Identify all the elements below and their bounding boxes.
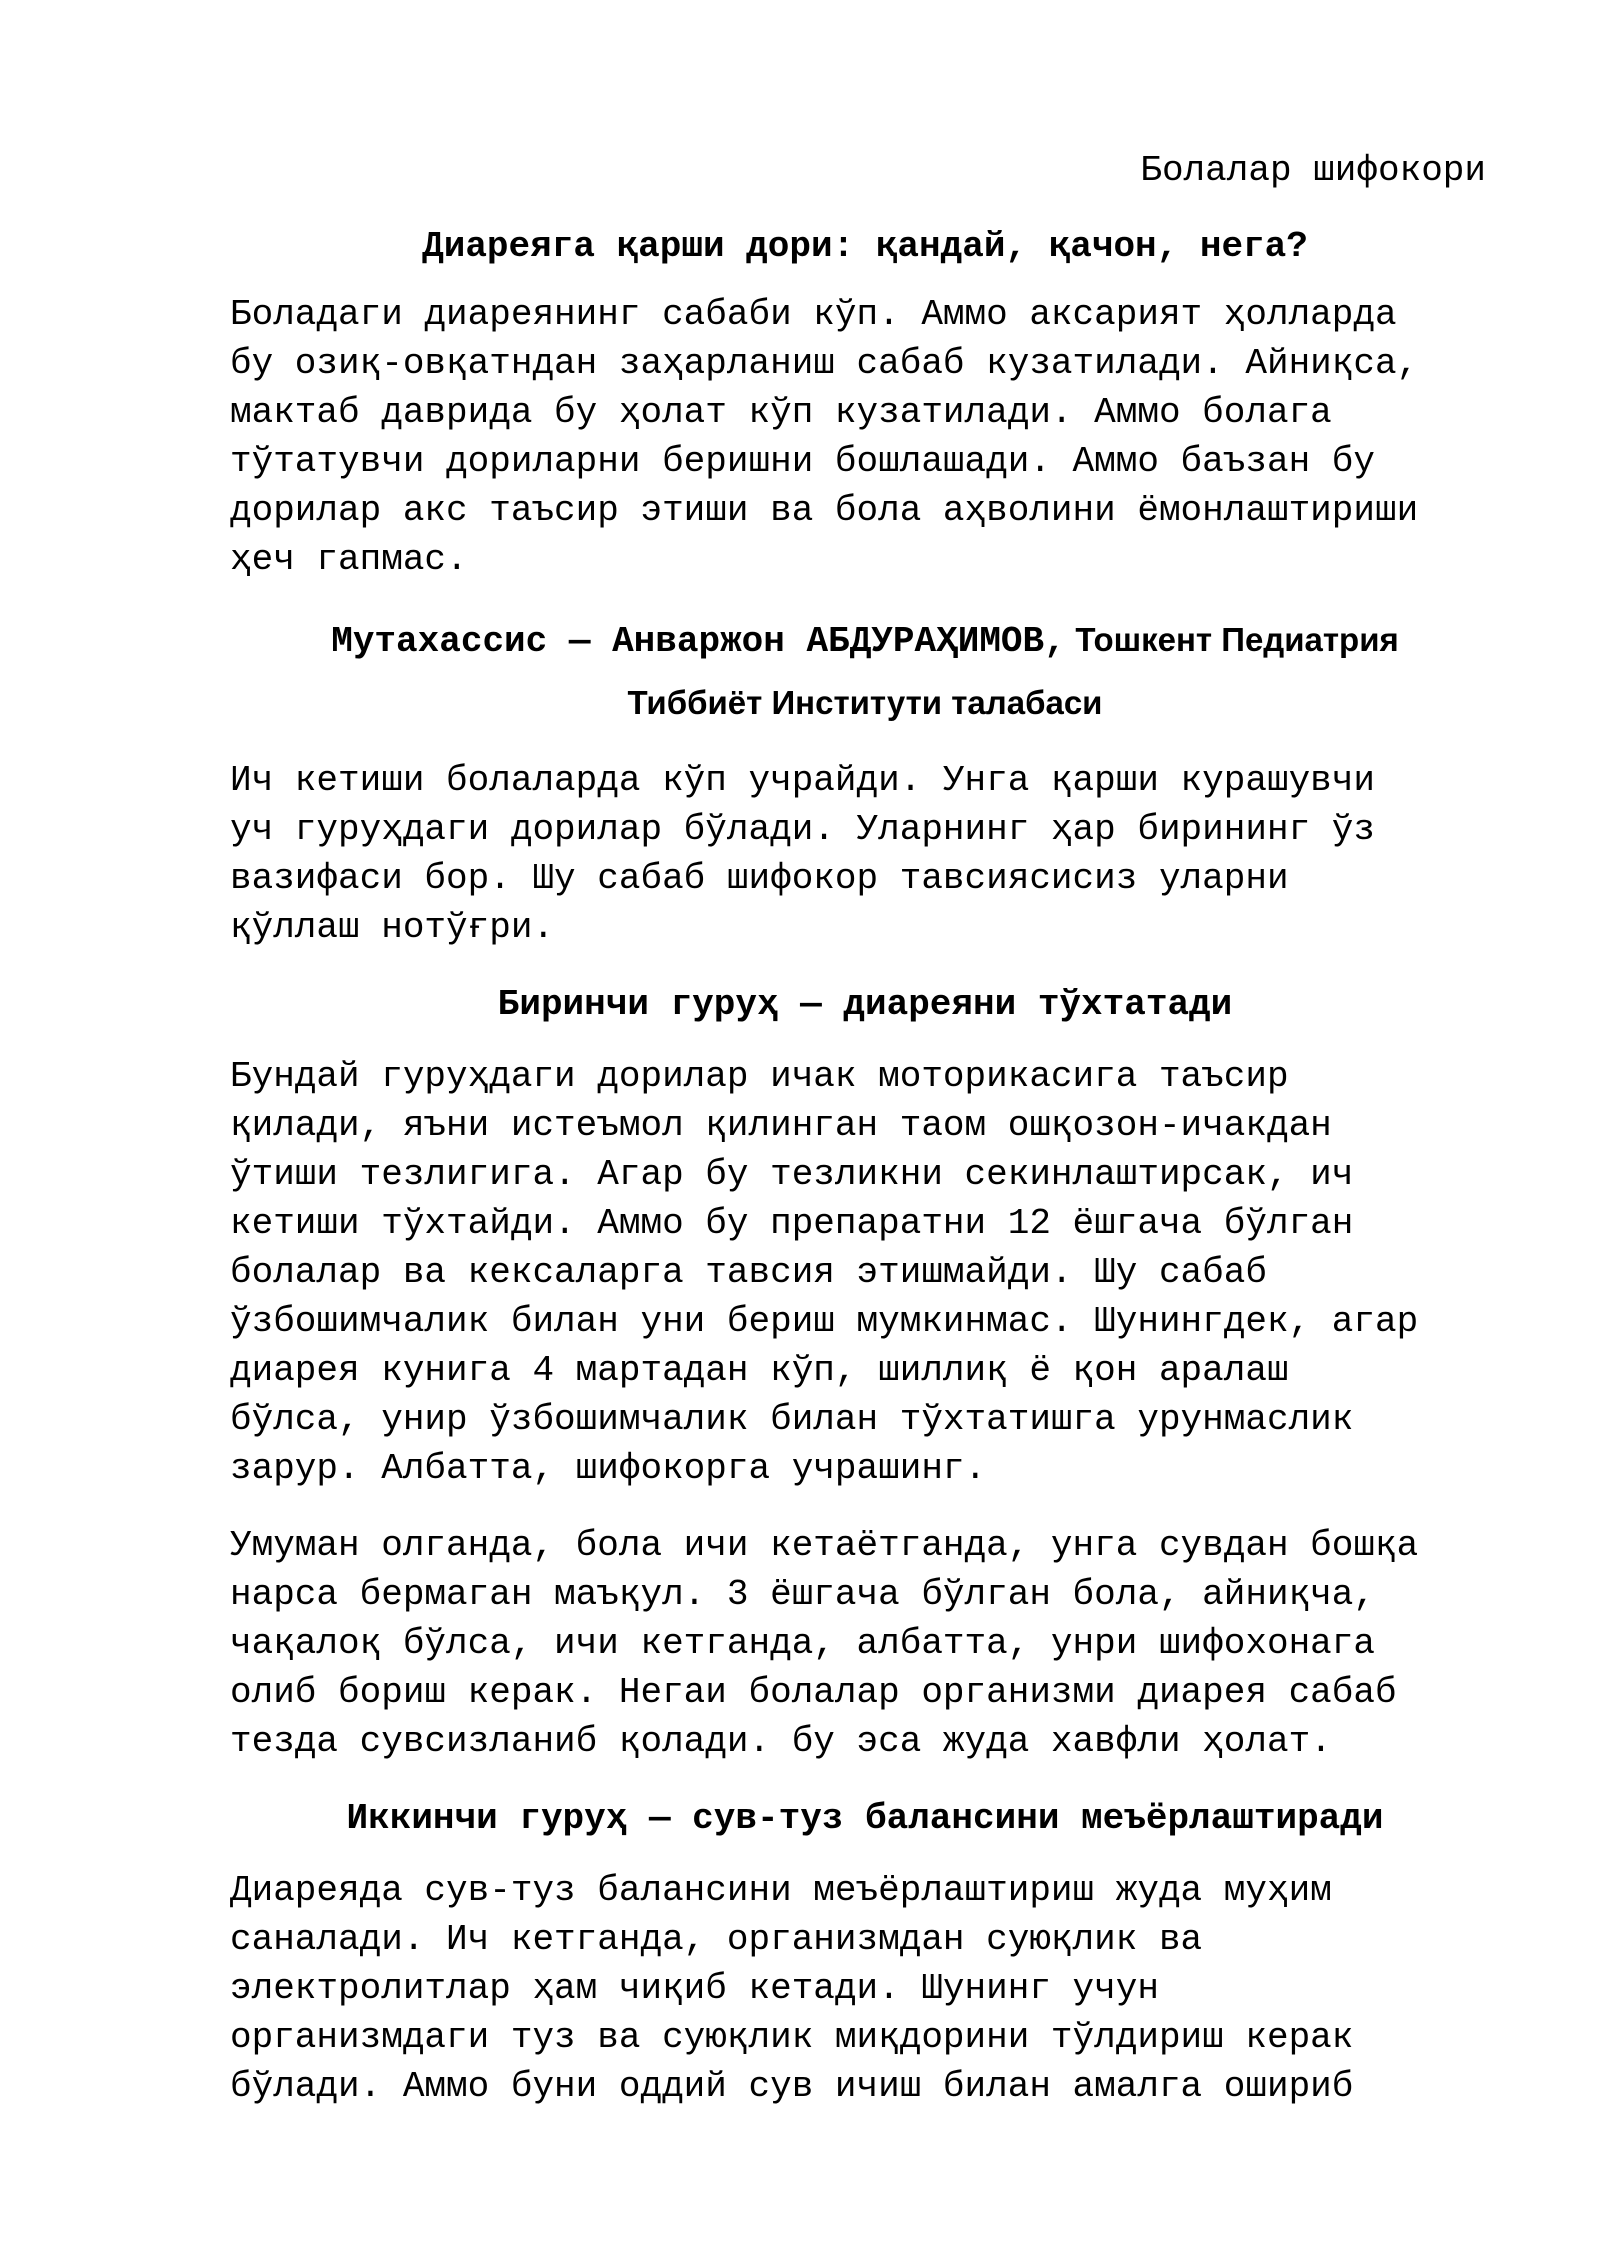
paragraph-line: қўллаш нотўғри. xyxy=(230,907,555,948)
paragraph-line: ўзбошимчалик билан уни бериш мумкинмас. Шунингдек, агар xyxy=(230,1301,1419,1342)
intro-line: мактаб даврида бу ҳолат кўп кузатилади. Аммо болага xyxy=(230,392,1332,433)
intro-paragraph xyxy=(230,290,1500,584)
intro-line: тўтатувчи дориларни беришни бошлашади. Аммо баъзан бу xyxy=(230,441,1375,482)
paragraph-line: Умуман олганда, бола ичи кетаётганда, унга сувдан бошқа xyxy=(230,1525,1419,1566)
intro-line: дорилар акс таъсир этиши ва бола аҳволини ёмонлаштириши xyxy=(230,490,1419,531)
paragraph-overview xyxy=(230,756,1500,952)
section-2-heading: Иккинчи гуруҳ — сув-туз балансини меъёрлаштиради xyxy=(346,1798,1384,1839)
author-name: Мутахассис — Анваржон АБДУРАҲИМОВ, xyxy=(331,621,1066,662)
paragraph-line: организмдаги туз ва суюқлик миқдорини тўлдириш керак xyxy=(230,2017,1354,2058)
paragraph-line: саналади. Ич кетганда, организмдан суюқлик ва xyxy=(230,1919,1203,1960)
author-credit xyxy=(230,612,1500,738)
paragraph-line: вазифаси бор. Шу сабаб шифокор тавсиясисиз уларни xyxy=(230,858,1289,899)
paragraph-line: диарея кунига 4 мартадан кўп, шиллиқ ё қон аралаш xyxy=(230,1350,1289,1391)
paragraph-line: кетиши тўхтайди. Аммо бу препаратни 12 ёшгача бўлган xyxy=(230,1203,1354,1244)
article-title: Диареяга қарши дори: қандай, қачон, нега? xyxy=(422,226,1308,267)
paragraph-line: олиб бориш керак. Негаи болалар организми диарея сабаб xyxy=(230,1672,1397,1713)
intro-line: Боладаги диареянинг сабаби кўп. Аммо аксарият ҳолларда xyxy=(230,294,1397,335)
section-2-paragraph-1 xyxy=(230,1866,1500,2111)
section-1-paragraph-1 xyxy=(230,1052,1500,1493)
paragraph-line: бўлади. Аммо буни оддий сув ичиш билан амалга ошириб xyxy=(230,2066,1354,2107)
paragraph-line: Диареяда сув-туз балансини меъёрлаштириш жуда муҳим xyxy=(230,1870,1332,1911)
paragraph-line: зарур. Албатта, шифокорга учрашинг. xyxy=(230,1448,987,1489)
author-affiliation-1: Тошкент Педиатрия xyxy=(1075,621,1399,658)
paragraph-line: бўлса, унир ўзбошимчалик билан тўхтатишга урунмаслик xyxy=(230,1399,1354,1440)
paragraph-line: уч гуруҳдаги дорилар бўлади. Уларнинг ҳар бирининг ўз xyxy=(230,809,1375,850)
section-label: Болалар шифокори xyxy=(1140,150,1486,191)
paragraph-line: қилади, яъни истеъмол қилинган таом ошқозон-ичакдан xyxy=(230,1105,1332,1146)
paragraph-line: нарса бермаган маъқул. 3 ёшгача бўлган бола, айниқча, xyxy=(230,1574,1375,1615)
paragraph-line: электролитлар ҳам чиқиб кетади. Шунинг учун xyxy=(230,1968,1159,2009)
paragraph-line: чақалоқ бўлса, ичи кетганда, албатта, унри шифохонага xyxy=(230,1623,1375,1664)
author-affiliation-2: Тиббиёт Институти талабаси xyxy=(627,684,1103,721)
intro-line: ҳеч гапмас. xyxy=(230,539,468,580)
paragraph-line: тезда сувсизланиб қолади. бу эса жуда хавфли ҳолат. xyxy=(230,1721,1332,1762)
section-1-paragraph-2 xyxy=(230,1521,1500,1766)
paragraph-line: Бундай гуруҳдаги дорилар ичак моторикасига таъсир xyxy=(230,1056,1289,1097)
section-1-heading: Биринчи гуруҳ — диареяни тўхтатади xyxy=(497,984,1233,1025)
paragraph-line: ўтиши тезлигига. Агар бу тезликни секинлаштирсак, ич xyxy=(230,1154,1354,1195)
paragraph-line: Ич кетиши болаларда кўп учрайди. Унга қарши курашувчи xyxy=(230,760,1375,801)
article-body xyxy=(230,222,1500,2139)
paragraph-line: болалар ва кексаларга тавсия этишмайди. Шу сабаб xyxy=(230,1252,1267,1293)
intro-line: бу озиқ-овқатндан заҳарланиш сабаб кузатилади. Айниқса, xyxy=(230,343,1419,384)
